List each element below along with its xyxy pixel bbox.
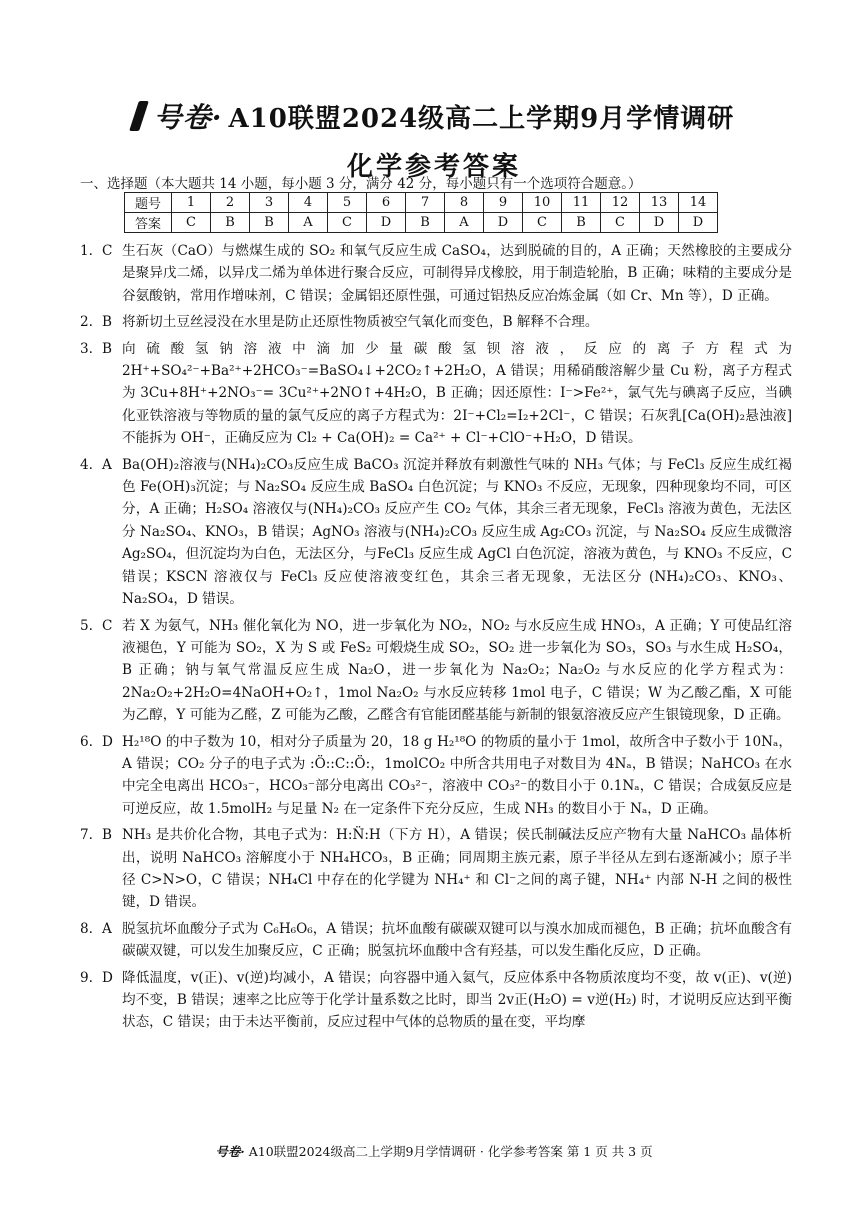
- answer-table-answer-row: [125, 213, 718, 233]
- question-number-cell: 6: [367, 193, 406, 213]
- explanation-item: [80, 454, 792, 611]
- explanation-item: [80, 240, 792, 307]
- item-number: 6.: [80, 733, 93, 750]
- answer-table: [124, 192, 718, 233]
- item-answer: B: [102, 340, 112, 357]
- item-number: 5.: [80, 617, 93, 634]
- item-number: 8.: [80, 920, 93, 937]
- answer-cell: A: [289, 213, 328, 233]
- item-explanation-text: 向硫酸氢钠溶液中滴加少量碳酸氢钡溶液，反应的离子方程式为 2H⁺+SO₄²⁻+Ba²⁺+2HCO₃⁻=BaSO₄↓+2CO₂↑+2H₂O，A 错误；用稀硝酸溶解少量 Cu 粉，离子方程式为 3Cu+8H⁺+2NO₃⁻= 3Cu²⁺+2NO↑+4H₂O，B 正确；因还原性：I⁻>Fe²⁺，氯气先与碘离子反应，当碘化亚铁溶液与等物质的量的氯气反应的离子方程式为：2I⁻+Cl₂=I₂+2Cl⁻，C 错误；石灰乳[Ca(OH)₂悬浊液]不能拆为 OH⁻，正确反应为 Cl₂ + Ca(OH)₂ = Ca²⁺ + Cl⁻+ClO⁻+H₂O，D 错误。: [122, 340, 792, 447]
- answer-table-row-label: 题号: [125, 193, 172, 213]
- question-number-cell: 3: [250, 193, 289, 213]
- answer-cell: D: [367, 213, 406, 233]
- item-explanation-text: 脱氢抗坏血酸分子式为 C₆H₆O₆，A 错误；抗坏血酸有碳碳双键可以与溴水加成而褪色，B 正确；抗坏血酸含有碳碳双键，可以发生加聚反应，C 正确；脱氢抗坏血酸中含有羟基，可以发生酯化反应，D 正确。: [122, 920, 792, 960]
- question-number-cell: 7: [406, 193, 445, 213]
- answer-cell: C: [328, 213, 367, 233]
- explanation-item: [80, 824, 792, 914]
- question-number-cell: 9: [484, 193, 523, 213]
- item-number: 2.: [80, 314, 93, 331]
- answer-explanations: [80, 240, 792, 1038]
- answer-cell: A: [445, 213, 484, 233]
- item-answer: C: [102, 243, 113, 259]
- explanation-item: [80, 918, 792, 963]
- item-answer: A: [102, 456, 112, 473]
- answer-cell: B: [211, 213, 250, 233]
- answer-cell: B: [406, 213, 445, 233]
- answer-cell: B: [250, 213, 289, 233]
- brand-logo-mark: [129, 101, 149, 131]
- question-number-cell: 8: [445, 193, 484, 213]
- item-explanation-text: NH₃ 是共价化合物，其电子式为：H:N̈:H（下方 H），A 错误；侯氏制碱法反应产物有大量 NaHCO₃ 晶体析出，说明 NaHCO₃ 溶解度小于 NH₄HCO₃，B 正确；同周期主族元素，原子半径从左到右逐渐减小；原子半径 C>N>O，C 错误；NH₄Cl 中存在的化学键为 NH₄⁺ 和 Cl⁻之间的离子键，NH₄⁺ 内部 N-H 之间的极性键，D 错误。: [122, 827, 792, 911]
- explanation-item: [80, 338, 792, 450]
- item-explanation-text: 降低温度，v(正)、v(逆)均减小，A 错误；向容器中通入氦气，反应体系中各物质浓度均不变，故 v(正)、v(逆)均不变，B 错误；速率之比应等于化学计量系数之比时，即当 2v正(H₂O) = v逆(H₂) 时，才说明反应达到平衡状态，C 错误；由于未达平衡前，反应过程中气体的总物质的量在变，平均摩: [122, 969, 792, 1031]
- question-number-cell: 1: [172, 193, 211, 213]
- question-number-cell: 12: [601, 193, 640, 213]
- title-row: [0, 96, 868, 136]
- item-explanation-text: Ba(OH)₂溶液与(NH₄)₂CO₃反应生成 BaCO₃ 沉淀并释放有刺激性气味的 NH₃ 气体；与 FeCl₃ 反应生成红褐色 Fe(OH)₃沉淀；与 Na₂SO₄ 反应生成 BaSO₄ 白色沉淀；与 KNO₃ 不反应，无现象，四种现象均不同，可区分，A 正确；H₂SO₄ 溶液仅与(NH₄)₂CO₃ 反应产生 CO₂ 气体，其余三者无现象，FeCl₃ 溶液为黄色，无法区分 Na₂SO₄、KNO₃，B 错误；AgNO₃ 溶液与(NH₄)₂CO₃ 反应生成 Ag₂CO₃ 沉淀，与 Na₂SO₄ 反应生成微溶 Ag₂SO₄，但沉淀均为白色，无法区分，与FeCl₃ 反应生成 AgCl 白色沉淀，溶液为黄色，与 KNO₃ 不反应，C 错误；KSCN 溶液仅与 FeCl₃ 反应使溶液变红色，其余三者无现象，无法区分 (NH₄)₂CO₃、KNO₃、Na₂SO₄，D 错误。: [122, 456, 792, 608]
- answer-table-number-row: [125, 193, 718, 213]
- explanation-item: [80, 731, 792, 821]
- answer-cell: B: [562, 213, 601, 233]
- item-answer: D: [102, 969, 113, 986]
- answer-table-row-label: 答案: [125, 213, 172, 233]
- answer-cell: C: [523, 213, 562, 233]
- answer-cell: D: [640, 213, 679, 233]
- item-number: 4.: [80, 456, 93, 473]
- item-number: 3.: [80, 340, 93, 357]
- footer-brand: 号卷·: [215, 1144, 245, 1159]
- explanation-item: [80, 615, 792, 727]
- brand-logo: 号卷·: [153, 101, 223, 134]
- item-number: 7.: [80, 827, 93, 844]
- explanation-item: [80, 967, 792, 1034]
- question-number-cell: 14: [679, 193, 718, 213]
- item-number: 9.: [80, 969, 93, 986]
- question-number-cell: 2: [211, 193, 250, 213]
- answer-cell: C: [601, 213, 640, 233]
- question-number-cell: 5: [328, 193, 367, 213]
- item-explanation-text: 生石灰（CaO）与燃煤生成的 SO₂ 和氧气反应生成 CaSO₄，达到脱硫的目的，A 正确；天然橡胶的主要成分是聚异戊二烯，以异戊二烯为单体进行聚合反应，可制得异戊橡胶，用于制造轮胎，B 正确；味精的主要成分是谷氨酸钠，常用作增味剂，C 错误；金属铝还原性强，可通过铝热反应冶炼金属（如 Cr、Mn 等），D 正确。: [122, 243, 792, 304]
- item-answer: A: [102, 920, 112, 937]
- item-number: 1.: [80, 243, 93, 259]
- page-subtitle: 化学参考答案: [346, 152, 521, 182]
- explanation-item: [80, 311, 792, 333]
- page-footer: [0, 1142, 868, 1160]
- question-number-cell: 13: [640, 193, 679, 213]
- item-answer: B: [102, 827, 112, 844]
- page-title: A10联盟2024级高二上学期9月学情调研: [228, 103, 735, 134]
- footer-text: A10联盟2024级高二上学期9月学情调研 · 化学参考答案 第 1 页 共 3 页: [248, 1144, 653, 1159]
- answer-cell: D: [679, 213, 718, 233]
- item-answer: B: [102, 314, 112, 331]
- item-explanation-text: 若 X 为氨气，NH₃ 催化氧化为 NO，进一步氧化为 NO₂，NO₂ 与水反应生成 HNO₃，A 正确；Y 可使品红溶液褪色，Y 可能为 SO₂，X 为 S 或 FeS₂ 可煅烧生成 SO₂，SO₂ 进一步氧化为 SO₃，SO₃ 与水生成 H₂SO₄，B 正确；钠与氧气常温反应生成 Na₂O，进一步氧化为 Na₂O₂；Na₂O₂ 与水反应的化学方程式为：2Na₂O₂+2H₂O=4NaOH+O₂↑，1mol Na₂O₂ 与水反应转移 1mol 电子，C 错误；W 为乙酸乙酯，X 可能为乙醇，Y 可能为乙醛，Z 可能为乙酸，乙醛含有官能团醛基能与新制的银氨溶液反应产生银镜现象，D 正确。: [122, 617, 792, 724]
- item-explanation-text: 将新切土豆丝浸没在水里是防止还原性物质被空气氧化而变色，B 解释不合理。: [122, 314, 599, 331]
- question-number-cell: 4: [289, 193, 328, 213]
- header: [0, 96, 868, 183]
- answer-cell: D: [484, 213, 523, 233]
- answer-cell: C: [172, 213, 211, 233]
- item-answer: C: [102, 617, 113, 634]
- question-number-cell: 11: [562, 193, 601, 213]
- question-number-cell: 10: [523, 193, 562, 213]
- item-explanation-text: H₂¹⁸O 的中子数为 10，相对分子质量为 20，18 g H₂¹⁸O 的物质的量小于 1mol，故所含中子数小于 10Nₐ，A 错误；CO₂ 分子的电子式为 :Ö::C::Ö:，1molCO₂ 中所含共用电子对数目为 4Nₐ，B 错误；NaHCO₃ 在水中完全电离出 HCO₃⁻，HCO₃⁻部分电离出 CO₃²⁻，溶液中 CO₃²⁻的数目小于 0.1Nₐ，C 错误；合成氨反应是可逆反应，故 1.5molH₂ 与足量 N₂ 在一定条件下充分反应，生成 NH₃ 的数目小于 Nₐ，D 正确。: [122, 733, 792, 817]
- section-title: 一、选择题（本大题共 14 小题，每小题 3 分，满分 42 分，每小题只有一个选项符合题意。）: [80, 176, 642, 192]
- item-answer: D: [102, 733, 113, 750]
